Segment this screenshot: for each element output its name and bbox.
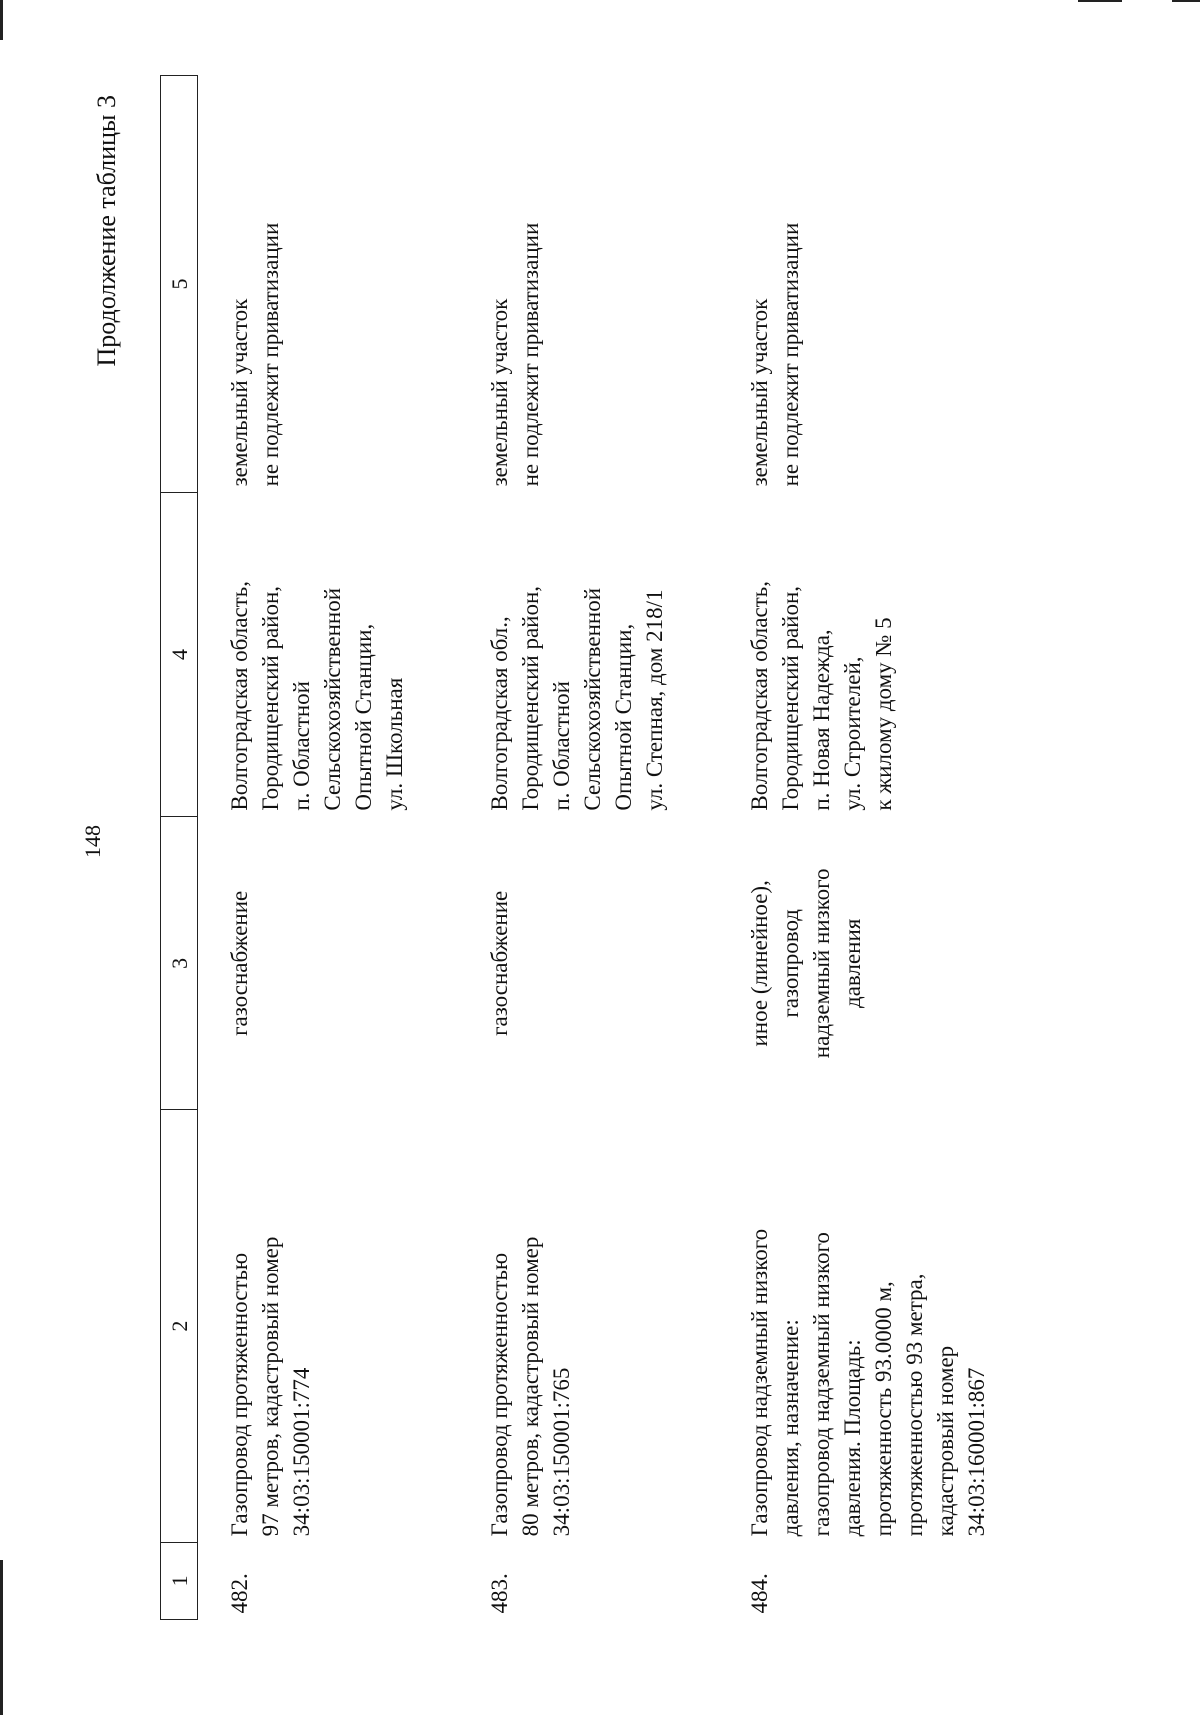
cell-line: Волгоградская область,	[227, 581, 252, 811]
purpose-cell	[718, 817, 1040, 1110]
cell-line: газоснабжение	[227, 890, 252, 1036]
cell-line: давления, назначение:	[778, 1319, 803, 1537]
cell-line: земельный участок	[747, 298, 772, 487]
column-header: 1	[161, 1542, 198, 1619]
cell-line: не подлежит приватизации	[518, 222, 543, 487]
cell-line: Газопровод надземный низкого	[747, 1228, 772, 1537]
address-cell	[458, 492, 718, 816]
property-table	[160, 75, 1040, 1620]
purpose-cell	[458, 817, 718, 1110]
object-description-cell	[198, 1110, 459, 1542]
cell-line: п. Новая Надежда,	[809, 629, 834, 811]
cell-line: Волгоградская обл.,	[487, 616, 512, 811]
address-cell	[198, 492, 459, 816]
row-number-cell: 483.	[487, 1573, 512, 1614]
cell-line: 34:03:150001:774	[289, 1367, 314, 1537]
cell-line: газоснабжение	[487, 890, 512, 1036]
object-description-cell	[718, 1110, 1040, 1542]
table-body	[198, 76, 1041, 1620]
cell-line: кадастровый номер	[933, 1345, 958, 1537]
cell-line: Газопровод протяженностью	[227, 1252, 252, 1537]
cell-line: п. Областной	[549, 681, 574, 811]
cell-line: протяженностью 93 метра,	[902, 1273, 927, 1537]
cell-line: земельный участок	[227, 298, 252, 487]
cell-line: ул. Школьная	[382, 677, 407, 811]
cell-line: не подлежит приватизации	[778, 222, 803, 487]
row-number-cell: 482.	[227, 1573, 252, 1614]
table-row	[718, 76, 1040, 1620]
cell-line: 80 метров, кадастровый номер	[518, 1236, 543, 1537]
cell-line: 34:03:160001:867	[964, 1367, 989, 1537]
table-continuation-caption: Продолжение таблицы 3	[92, 95, 121, 367]
cell-line: давления	[840, 918, 865, 1008]
cell-line: надземный низкого	[809, 868, 834, 1059]
cell-line: Опытной Станции,	[351, 623, 376, 811]
column-header: 3	[161, 817, 198, 1110]
cell-line: Городищенский район,	[258, 585, 283, 811]
page-number: 148	[80, 825, 105, 858]
cell-line: Городищенский район,	[778, 585, 803, 811]
row-number-cell: 484.	[747, 1573, 772, 1614]
cell-line: п. Областной	[289, 681, 314, 811]
address-cell	[718, 492, 1040, 816]
cell-line: 34:03:150001:765	[549, 1367, 574, 1537]
cell-line: Газопровод протяженностью	[487, 1252, 512, 1537]
cell-line: Городищенский район,	[518, 585, 543, 811]
cell-line: земельный участок	[487, 298, 512, 487]
table-row	[198, 76, 459, 1620]
column-header: 5	[161, 76, 198, 493]
table-row	[458, 76, 718, 1620]
cell-line: Сельскохозяйственной	[580, 587, 605, 811]
object-description-cell	[458, 1110, 718, 1542]
cell-line: давления. Площадь:	[840, 1339, 865, 1537]
cell-line: к жилому дому № 5	[871, 617, 896, 811]
purpose-cell	[198, 817, 459, 1110]
cell-line: ул. Степная, дом 218/1	[642, 589, 667, 811]
cell-line: Волгоградская область,	[747, 581, 772, 811]
cell-line: ул. Строителей,	[840, 656, 865, 811]
cell-line: 97 метров, кадастровый номер	[258, 1236, 283, 1537]
cell-line: газопровод надземный низкого	[809, 1232, 834, 1537]
cell-line: не подлежит приватизации	[258, 222, 283, 487]
cell-line: газопровод	[778, 909, 803, 1018]
column-header: 2	[161, 1110, 198, 1542]
note-cell	[198, 76, 459, 493]
cell-line: протяженность 93.0000 м,	[871, 1281, 896, 1537]
note-cell	[718, 76, 1040, 493]
column-header: 4	[161, 492, 198, 816]
cell-line: Опытной Станции,	[611, 623, 636, 811]
table-header-row	[161, 76, 198, 1620]
cell-line: иное (линейное),	[747, 880, 772, 1047]
cell-line: Сельскохозяйственной	[320, 587, 345, 811]
note-cell	[458, 76, 718, 493]
